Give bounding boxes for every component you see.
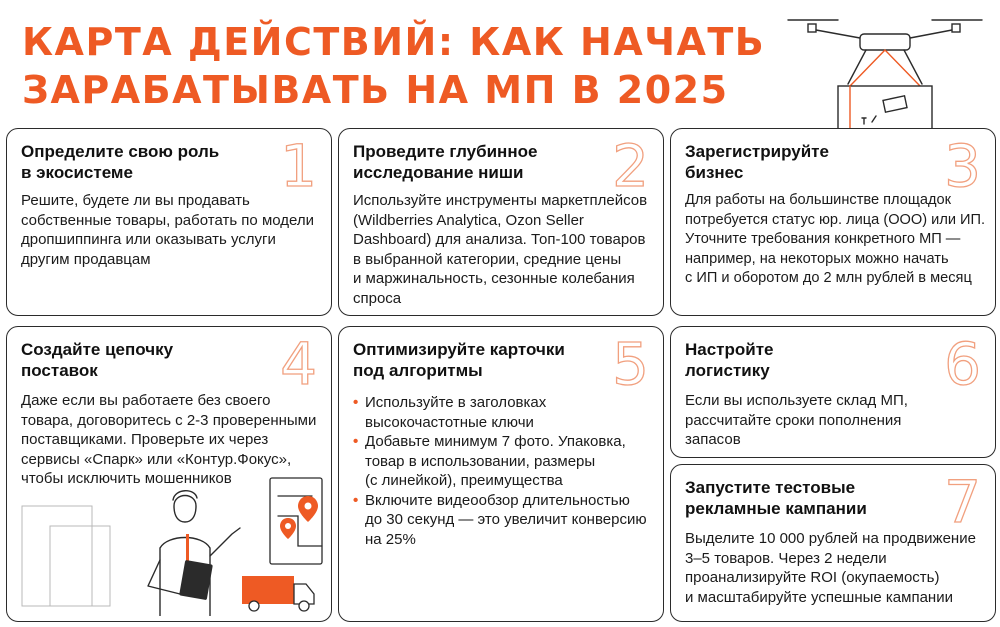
page-title	[22, 18, 766, 114]
card-7	[670, 464, 996, 622]
list-item: • Добавьте минимум 7 фото. Упаковка, товар в использовании, размеры (с линейкой), преимущества	[353, 432, 647, 491]
card-heading: Запустите тестовые рекламные кампании	[685, 478, 867, 518]
card-text: Выделите 10 000 рублей на продвижение 3–5 товаров. Через 2 недели проанализируйте ROI (окупаемость) и масштабируйте успешные кампании	[685, 530, 976, 606]
list-item: • Используйте в заголовках высокочастотные ключи	[353, 393, 647, 432]
card-heading: Создайте цепочку поставок	[21, 340, 174, 380]
card-2	[338, 128, 664, 316]
card-number: 3	[944, 132, 981, 200]
card-text: Решите, будете ли вы продавать собственные товары, работать по модели дропшиппинга или оказывать услуги другим продавцам	[21, 192, 314, 268]
man-with-tablet-map-truck-icon	[10, 476, 330, 616]
card-number: 2	[612, 132, 649, 200]
card-5	[338, 326, 664, 622]
card-bullet-list	[353, 393, 647, 549]
card-3	[670, 128, 996, 316]
card-text: Если вы используете склад МП, рассчитайте сроки пополнения запасов	[685, 392, 908, 448]
card-text: Для работы на большинстве площадок потребуется статус юр. лица (ООО) или ИП. Уточните требования конкретного МП — например, на некоторых можно начать с ИП и оборотом до 2 млн рублей в месяц	[685, 192, 986, 286]
title-line-2: ЗАРАБАТЫВАТЬ НА МП В 2025	[22, 68, 729, 112]
card-number: 1	[280, 132, 317, 200]
card-number: 5	[612, 330, 649, 398]
card-heading: Настройте логистику	[685, 340, 774, 380]
card-text: Даже если вы работаете без своего товара, договоритесь с 2-3 проверенными поставщиками. Проверьте их через сервисы «Спарк» или «Контур.Фокус», чтобы исключить мошенников	[21, 392, 317, 487]
card-1	[6, 128, 332, 316]
title-line-1: КАРТА ДЕЙСТВИЙ: КАК НАЧАТЬ	[22, 20, 766, 64]
card-heading: Определите свою роль в экосистеме	[21, 142, 220, 182]
card-number: 4	[280, 330, 317, 398]
card-heading: Зарегистрируйте бизнес	[685, 142, 829, 182]
card-heading: Оптимизируйте карточки под алгоритмы	[353, 340, 565, 380]
card-6	[670, 326, 996, 458]
list-item: • Включите видеообзор длительностью до 30 секунд — это увеличит конверсию на 25%	[353, 491, 647, 550]
drone-with-box-icon	[780, 6, 990, 136]
card-number: 7	[944, 468, 981, 536]
card-text: Используйте инструменты маркетплейсов (Wildberries Analytica, Ozon Seller Dashboard) для анализа. Топ-100 товаров в выбранной категории, средние цены и маржинальность, сезонные колебания спроса	[353, 192, 648, 307]
card-number: 6	[944, 330, 981, 398]
card-heading: Проведите глубинное исследование ниши	[353, 142, 538, 182]
